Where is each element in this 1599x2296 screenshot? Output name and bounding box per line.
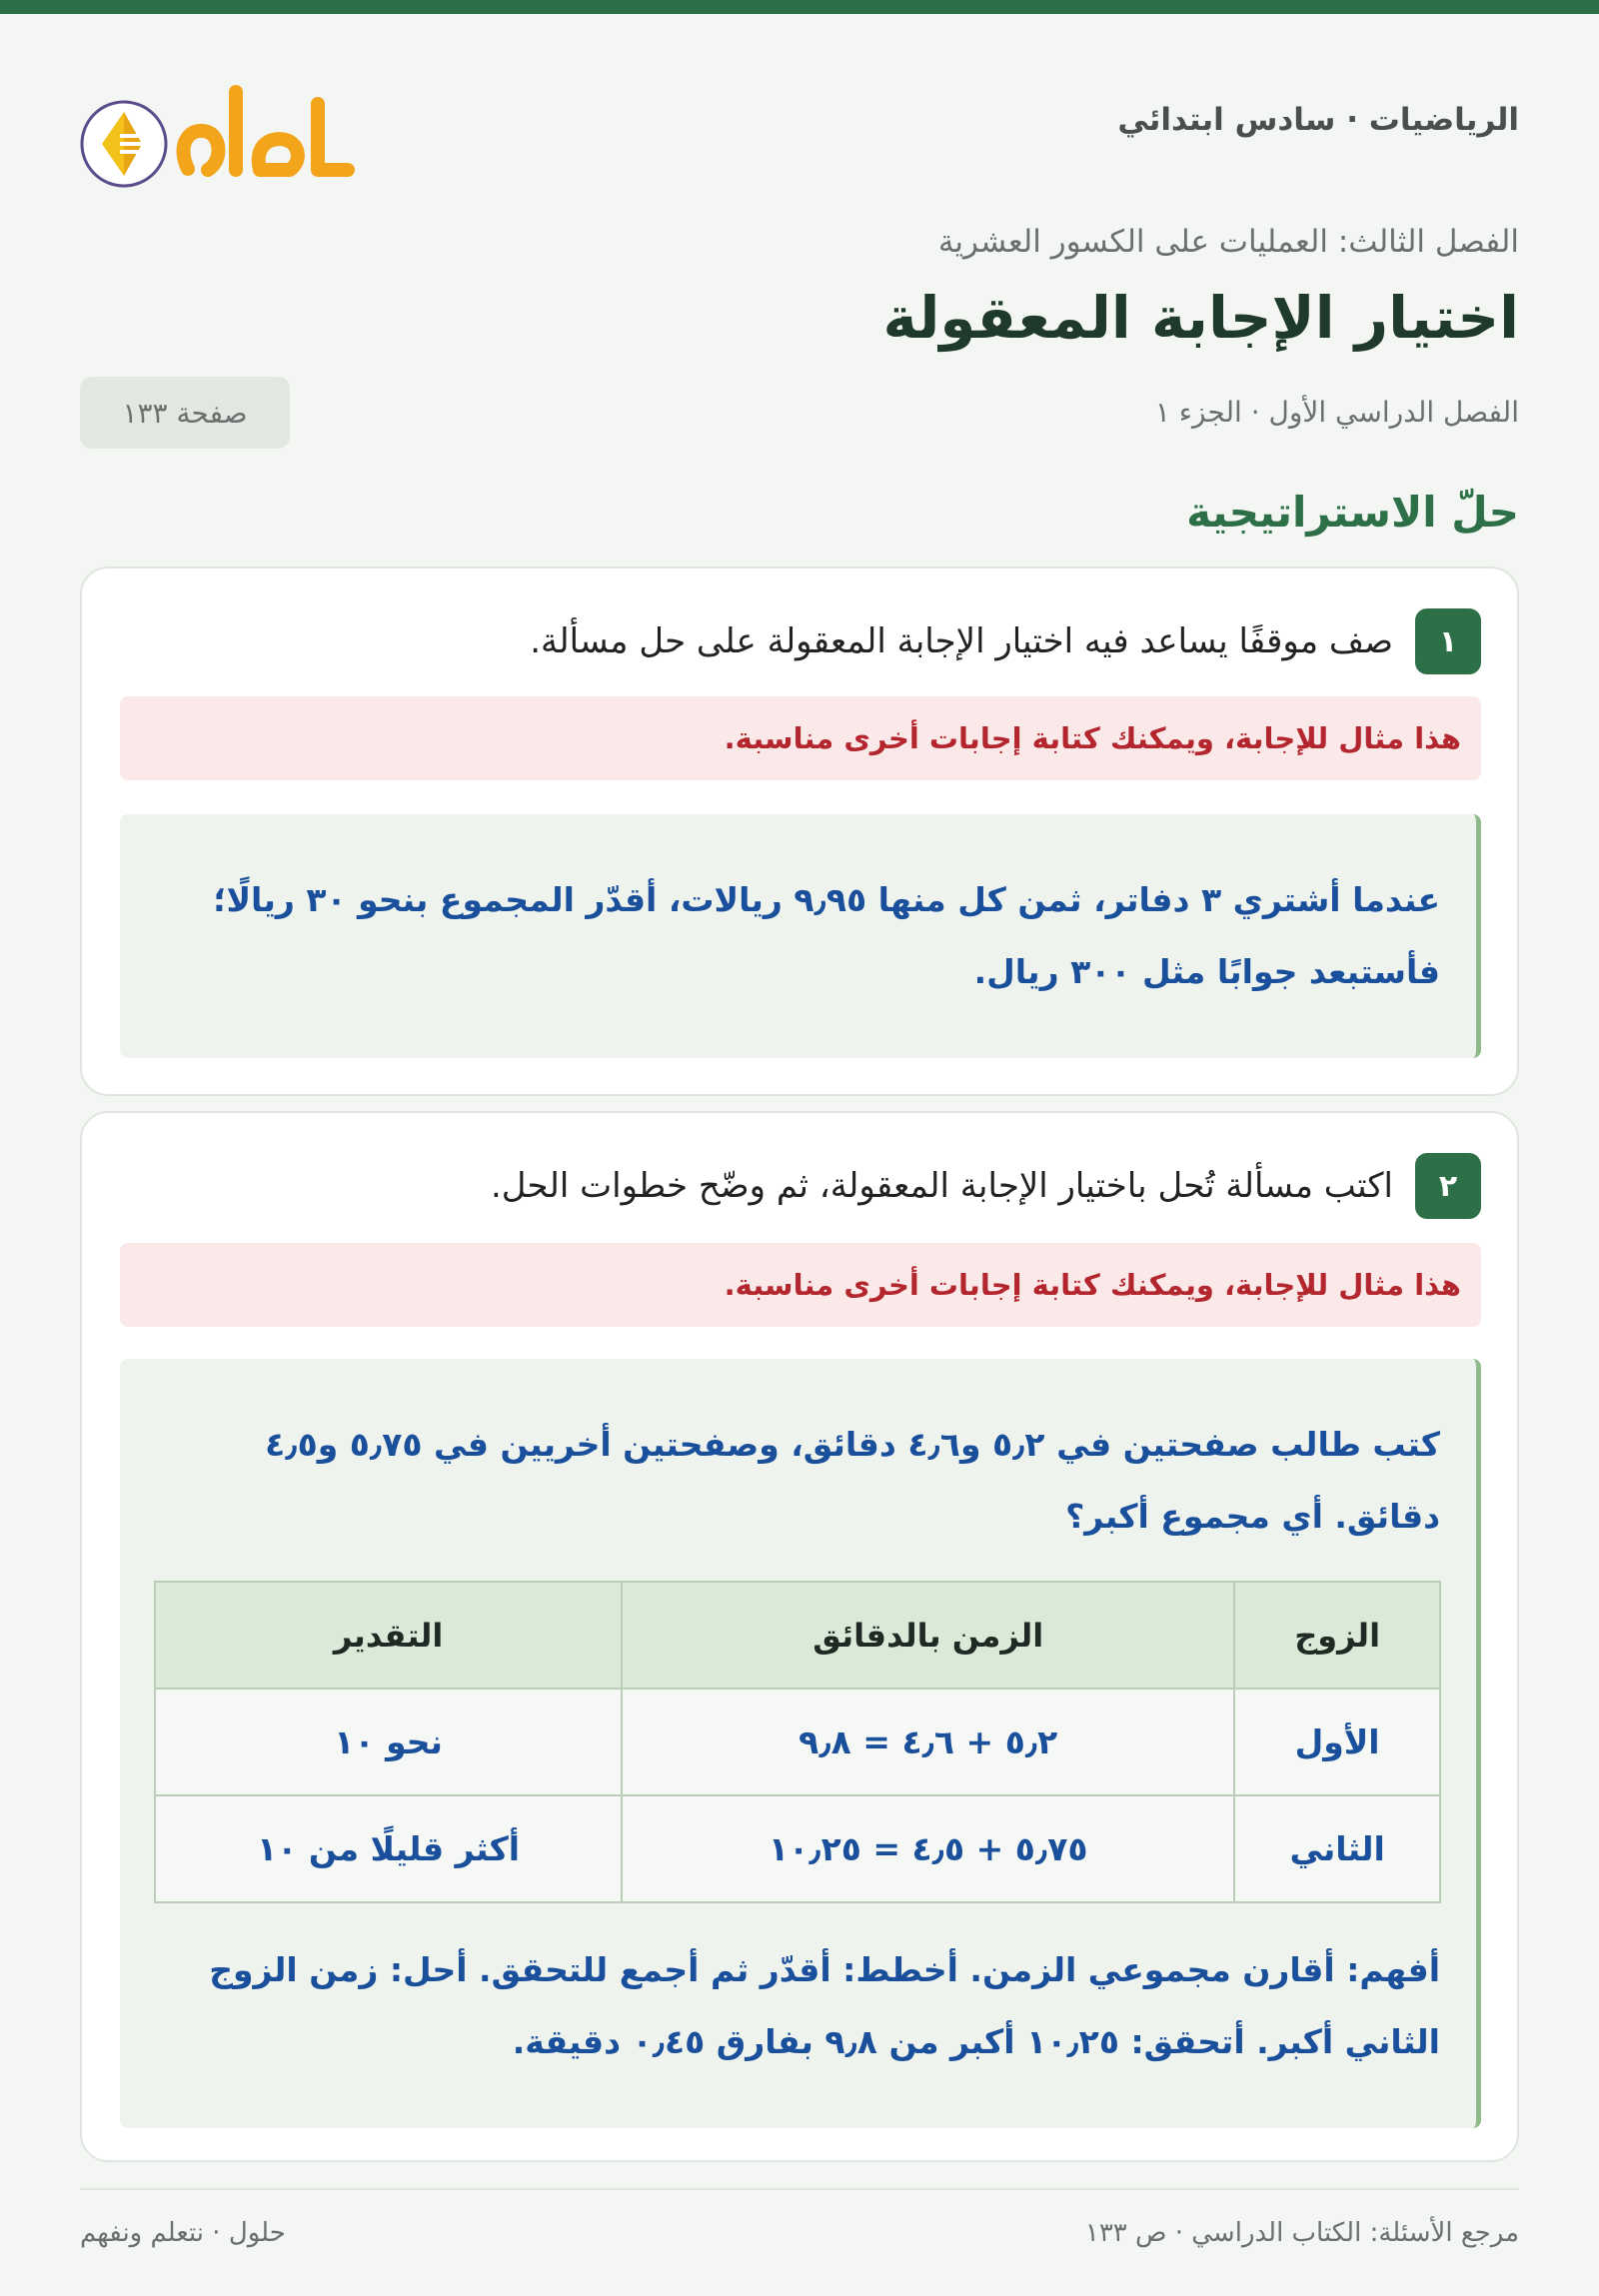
table-cell: أكثر قليلًا من ١٠	[155, 1795, 622, 1902]
table-cell: ٥٫٢ + ٤٫٦ = ٩٫٨	[622, 1689, 1234, 1795]
term-info: الفصل الدراسي الأول · الجزء ١	[1154, 396, 1519, 429]
table-row	[155, 1689, 1440, 1795]
sample-answer-note: هذا مثال للإجابة، ويمكنك كتابة إجابات أخرى مناسبة.	[120, 1243, 1481, 1327]
question-card-1	[80, 567, 1519, 1096]
site-logo[interactable]	[78, 74, 358, 194]
answer-box	[120, 1359, 1481, 2128]
answer-text: كتب طالب صفحتين في ٥٫٢ و٤٫٦ دقائق، وصفحتين أخريين في ٥٫٧٥ و٤٫٥ دقائق. أي مجموع أكبر؟	[265, 1425, 1440, 1536]
table-cell: نحو ١٠	[155, 1689, 622, 1795]
lesson-title: اختيار الإجابة المعقولة	[882, 284, 1519, 352]
answer-box	[120, 814, 1481, 1058]
section-title: حلّ الاستراتيجية	[1186, 488, 1519, 537]
answer-text: عندما أشتري ٣ دفاتر، ثمن كل منها ٩٫٩٥ ريالات، أقدّر المجموع بنحو ٣٠ ريالًا؛ فأستبعد جوابًا مثل ٣٠٠ ريال.	[213, 880, 1440, 991]
question-text: اكتب مسألة تُحل باختيار الإجابة المعقولة، ثم وضّح خطوات الحل.	[491, 1166, 1393, 1206]
table-cell: الأول	[1234, 1689, 1440, 1795]
footer-divider	[80, 2188, 1519, 2190]
table-header-row	[155, 1582, 1440, 1689]
top-accent-bar	[0, 0, 1599, 14]
page	[0, 14, 1599, 2296]
question-card-2	[80, 1111, 1519, 2162]
subject-grade: الرياضيات · سادس ابتدائي	[1117, 102, 1519, 138]
question-number-badge: ٢	[1415, 1153, 1481, 1219]
solution-steps: أفهم: أقارن مجموعي الزمن. أخطط: أقدّر ثم أجمع للتحقق. أحل: زمن الزوج الثاني أكبر. أتحقق: ١٠٫٢٥ أكبر من ٩٫٨ بفارق ٠٫٤٥ دقيقة.	[209, 1950, 1440, 2061]
question-text: صف موقفًا يساعد فيه اختيار الإجابة المعقولة على حل مسألة.	[530, 621, 1393, 661]
table-cell: ٥٫٧٥ + ٤٫٥ = ١٠٫٢٥	[622, 1795, 1234, 1902]
sample-answer-note: هذا مثال للإجابة، ويمكنك كتابة إجابات أخرى مناسبة.	[120, 696, 1481, 780]
table-header-cell: الزوج	[1234, 1582, 1440, 1689]
table-header-cell: الزمن بالدقائق	[622, 1582, 1234, 1689]
table-header-cell: التقدير	[155, 1582, 622, 1689]
question-row	[530, 608, 1481, 674]
table-cell: الثاني	[1234, 1795, 1440, 1902]
question-row	[491, 1153, 1481, 1219]
question-number-badge: ١	[1415, 608, 1481, 674]
footer-brand[interactable]: حلول · نتعلم ونفهم	[80, 2218, 286, 2248]
chapter-title: الفصل الثالث: العمليات على الكسور العشرية	[937, 224, 1519, 260]
footer-reference: مرجع الأسئلة: الكتاب الدراسي · ص ١٣٣	[1084, 2218, 1519, 2248]
page-number-badge: صفحة ١٣٣	[80, 377, 290, 449]
logo-icon	[78, 74, 358, 194]
estimation-table	[154, 1581, 1441, 1903]
table-row	[155, 1795, 1440, 1902]
